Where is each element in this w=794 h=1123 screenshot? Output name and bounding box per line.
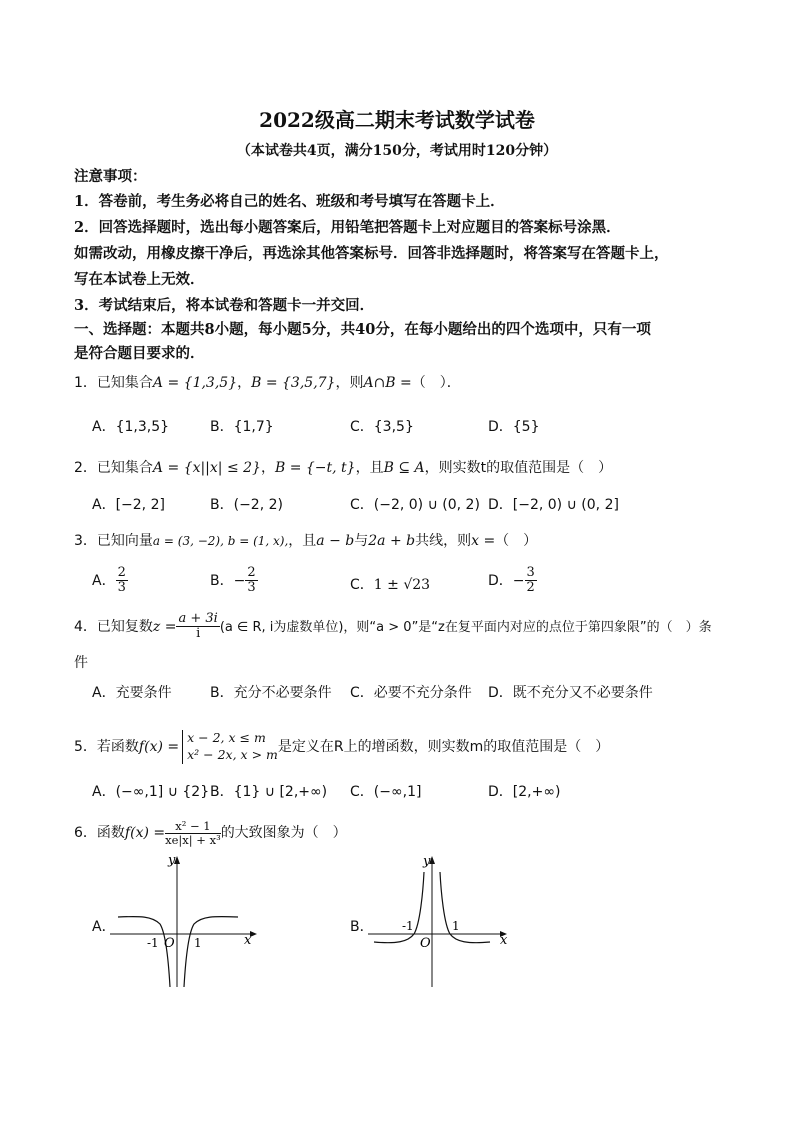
q2-sep: ， [260,460,275,476]
q3-expr-1: a − b [316,533,355,549]
q3-d-sign: − [512,572,525,589]
q3-option-d-fraction [525,566,537,596]
question-2 [74,457,734,477]
q3-option-c-text: 1 ± √23 [373,577,431,593]
q3-option-a-label: A． [92,572,116,589]
q6-graph-b [368,852,518,992]
q1-expr: A∩B = [363,375,412,391]
q6-suffix: 的大致图象为（ ） [220,825,347,842]
q3-option-a [92,566,128,596]
q2-suffix: ，则实数t的取值范围是（ ） [424,460,613,476]
q3-vectors: a = (3, −2), b = (1, x), [152,534,289,548]
graph-b-y-label: y [423,854,431,869]
q6-den: xe|x| + x³ [165,832,221,847]
q2-option-d: D．[−2, 0) ∪ (0, 2] [488,497,619,513]
q1-option-c: C．{3,5} [350,419,414,435]
graph-a-pos-tick: 1 [194,936,202,950]
q3-option-d-label: D． [488,572,513,589]
q6-graph-a-label: A． [92,919,116,935]
q3-tail: （ ） [495,533,538,549]
q1-prefix: 1．已知集合 [74,375,153,391]
q3-mid: ，且 [288,533,317,549]
q5-case-2: x² − 2x, x > m [187,746,278,762]
q6-graph-a [110,852,260,992]
graph-a-origin: O [164,936,175,951]
q3-option-b-fraction [245,566,257,596]
q2-set-b: B = {−t, t} [274,460,356,476]
q3-d-den: 2 [526,580,535,596]
graph-a-curve-left [118,917,170,987]
q2-mid: ，且 [355,460,384,476]
q3-prefix: 3．已知向量 [74,533,153,549]
q3-b-num: 2 [247,565,256,580]
graph-b-x-label: x [500,933,508,948]
graph-b-pos-tick: 1 [452,919,460,933]
graph-b-neg-tick: -1 [402,919,414,933]
q3-b-sign: − [233,572,246,589]
q5-suffix: 是定义在R上的增函数，则实数m的取值范围是（ ） [277,738,610,755]
note-item-2-cont: 如需改动，用橡皮擦干净后，再选涂其他答案标号．回答非选择题时，将答案写在答题卡上， [74,245,669,262]
q5-prefix: 5．若函数 [74,738,139,755]
q4-fraction [176,612,219,642]
question-6 [74,820,734,846]
q2-option-c: C．(−2, 0) ∪ (0, 2) [350,497,480,513]
q5-option-d: D．[2,+∞) [488,784,561,800]
q5-case-1: x − 2, x ≤ m [187,730,266,745]
q2-option-a: A．[−2, 2] [92,497,165,513]
q1-suffix: （ ）． [411,375,461,391]
q1-mid: ，则 [335,375,364,391]
q4-wrap: 件 [74,655,88,671]
q3-mid2: 与 [354,533,369,549]
q3-option-a-fraction [116,566,128,596]
graph-b-curve-right [440,872,490,943]
q4-option-c: C．必要不充分条件 [350,685,472,701]
q4-option-b: B．充分不必要条件 [210,685,332,701]
q2-option-b: B．(−2, 2) [210,497,283,513]
page-subtitle: （本试卷共4页，满分150分，考试用时120分钟） [236,143,558,159]
graph-a-neg-tick: -1 [147,936,159,950]
q4-den: i [196,626,201,642]
q2-prefix: 2．已知集合 [74,460,153,476]
q5-option-c: C．(−∞,1] [350,784,422,800]
graph-b-origin: O [420,936,431,951]
graph-b-curve-left [374,872,424,943]
q3-b-den: 3 [247,580,256,596]
q1-sep: ， [237,375,252,391]
q3-option-b [210,566,258,596]
q3-option-d [488,566,537,596]
q3-a-num: 2 [117,565,126,580]
q4-option-d: D．既不充分又不必要条件 [488,685,653,701]
q4-option-a: A．充要条件 [92,685,172,701]
q3-d-num: 3 [526,565,535,580]
graph-a-x-label: x [244,933,252,948]
q6-f: f(x) = [124,825,166,842]
q3-expr-2: 2a + b [368,533,416,549]
q3-option-c [350,574,430,594]
question-4 [74,612,734,642]
question-5 [74,730,734,764]
q1-set-a: A = {1,3,5} [152,375,238,391]
q4-condition: (a ∈ R, i为虚数单位)，则“a > 0”是“z在复平面内对应的点位于第四象限”的（ ）条 [219,619,712,635]
notes-heading: 注意事项： [74,168,147,185]
q6-prefix: 6．函数 [74,825,125,842]
q3-var: x = [471,533,496,549]
graph-a-y-label: y [168,853,176,868]
q2-set-a: A = {x||x| ≤ 2} [152,460,261,476]
q4-prefix: 4．已知复数 [74,618,153,635]
q6-fraction [165,820,221,846]
q1-option-b: B．{1,7} [210,419,274,435]
section-heading-cont: 是符合题目要求的． [74,345,205,362]
q3-suffix: 共线，则 [415,533,472,549]
note-item-3: 3．考试结束后，将本试卷和答题卡一并交回． [74,297,375,314]
q5-piecewise [182,730,278,764]
section-heading: 一、选择题：本题共8小题，每小题5分，共40分，在每小题给出的四个选项中，只有一项 [74,321,651,338]
q6-num: x² − 1 [165,820,221,834]
note-item-2: 2．回答选择题时，选出每小题答案后，用铅笔把答题卡上对应题目的答案标号涂黑． [74,219,621,236]
q1-option-d: D．{5} [488,419,540,435]
q1-set-b: B = {3,5,7} [251,375,336,391]
page-title: 2022级高二期末考试数学试卷 [259,108,535,132]
q6-graph-b-label: B． [350,919,374,935]
note-item-1: 1．答卷前，考生务必将自己的姓名、班级和考号填写在答题卡上． [74,193,505,210]
note-item-2-cont2: 写在本试卷上无效． [74,271,205,288]
question-3 [74,530,734,550]
question-1 [74,372,734,392]
q3-option-b-label: B． [210,572,234,589]
q2-rel: B ⊆ A [383,460,425,476]
q1-option-a: A．{1,3,5} [92,419,170,435]
q3-option-c-label: C． [350,577,374,593]
q4-num: a + 3i [178,611,218,626]
q4-z: z = [152,618,177,635]
q5-option-b: B．{1} ∪ [2,+∞) [210,784,328,800]
q3-a-den: 3 [117,580,126,596]
q5-option-a: A．(−∞,1] ∪ {2} [92,784,210,800]
graph-a-curve-right [184,917,238,987]
q5-f: f(x) = [138,738,180,755]
